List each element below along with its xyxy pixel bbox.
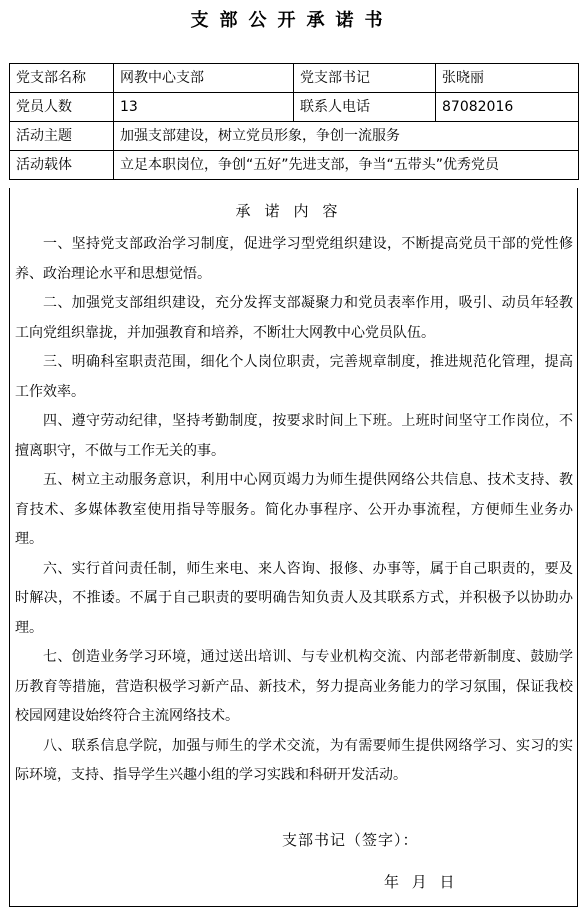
- commitment-list: [15, 230, 573, 791]
- commitment-item-5: 五、树立主动服务意识，利用中心网页竭力为师生提供网络公共信息、技术支持、教育技术、多媒体教室使用指导等服务。简化办事程序、公开办事流程，方便师生业务办理。: [15, 472, 573, 547]
- phone-value: 87082016: [436, 93, 579, 122]
- commitment-item-8: 八、联系信息学院，加强与师生的学术交流，为有需要师生提供网络学习、实习的实际环境，支持、指导学生兴趣小组的学习实践和科研开发活动。: [15, 737, 573, 783]
- branch-info-table: [9, 63, 579, 180]
- signature-label: 支部书记（签字）：: [282, 831, 419, 849]
- member-count-label: 党员人数: [10, 93, 114, 122]
- commitment-section: [9, 188, 578, 907]
- table-row: [10, 93, 579, 122]
- table-row: [10, 122, 579, 151]
- table-row: [10, 64, 579, 93]
- secretary-value: 张晓丽: [436, 64, 579, 93]
- commitment-item-1: 一、坚持党支部政治学习制度，促进学习型党组织建设，不断提高党员干部的党性修养、政治理论水平和思想觉悟。: [15, 236, 573, 282]
- branch-name-value: 网教中心支部: [114, 64, 294, 93]
- member-count-value: 13: [114, 93, 294, 122]
- commitment-item-3: 三、明确科室职责范围，细化个人岗位职责，完善规章制度，推进规范化管理，提高工作效率。: [15, 354, 573, 400]
- branch-name-label: 党支部名称: [10, 64, 114, 93]
- commitment-heading: 承诺内容: [235, 202, 352, 220]
- date-line: 年 月 日: [384, 873, 455, 891]
- document-title: 支部公开承诺书: [190, 10, 394, 31]
- commitment-item-4: 四、遵守劳动纪律，坚持考勤制度，按要求时间上下班。上班时间坚守工作岗位，不擅离职守，不做与工作无关的事。: [15, 413, 573, 459]
- theme-value: 加强支部建设，树立党员形象，争创一流服务: [114, 122, 579, 151]
- commitment-item-7: 七、创造业务学习环境，通过送出培训、与专业机构交流、内部老带新制度、鼓励学历教育等措施，营造积极学习新产品、新技术，努力提高业务能力的学习氛围，保证我校校园网建设始终符合主流网络技术。: [15, 649, 573, 724]
- table-row: [10, 151, 579, 180]
- commitment-item-2: 二、加强党支部组织建设，充分发挥支部凝聚力和党员表率作用，吸引、动员年轻教工向党组织靠拢，并加强教育和培养，不断壮大网教中心党员队伍。: [15, 295, 573, 341]
- phone-label: 联系人电话: [294, 93, 436, 122]
- commitment-item-6: 六、实行首问责任制，师生来电、来人咨询、报修、办事等，属于自己职责的，要及时解决，不推诿。不属于自己职责的要明确告知负责人及其联系方式，并积极予以协助办理。: [15, 560, 573, 636]
- carrier-value: 立足本职岗位，争创“五好”先进支部，争当“五带头”优秀党员: [114, 151, 579, 180]
- secretary-label: 党支部书记: [294, 64, 436, 93]
- theme-label: 活动主题: [10, 122, 114, 151]
- carrier-label: 活动载体: [10, 151, 114, 180]
